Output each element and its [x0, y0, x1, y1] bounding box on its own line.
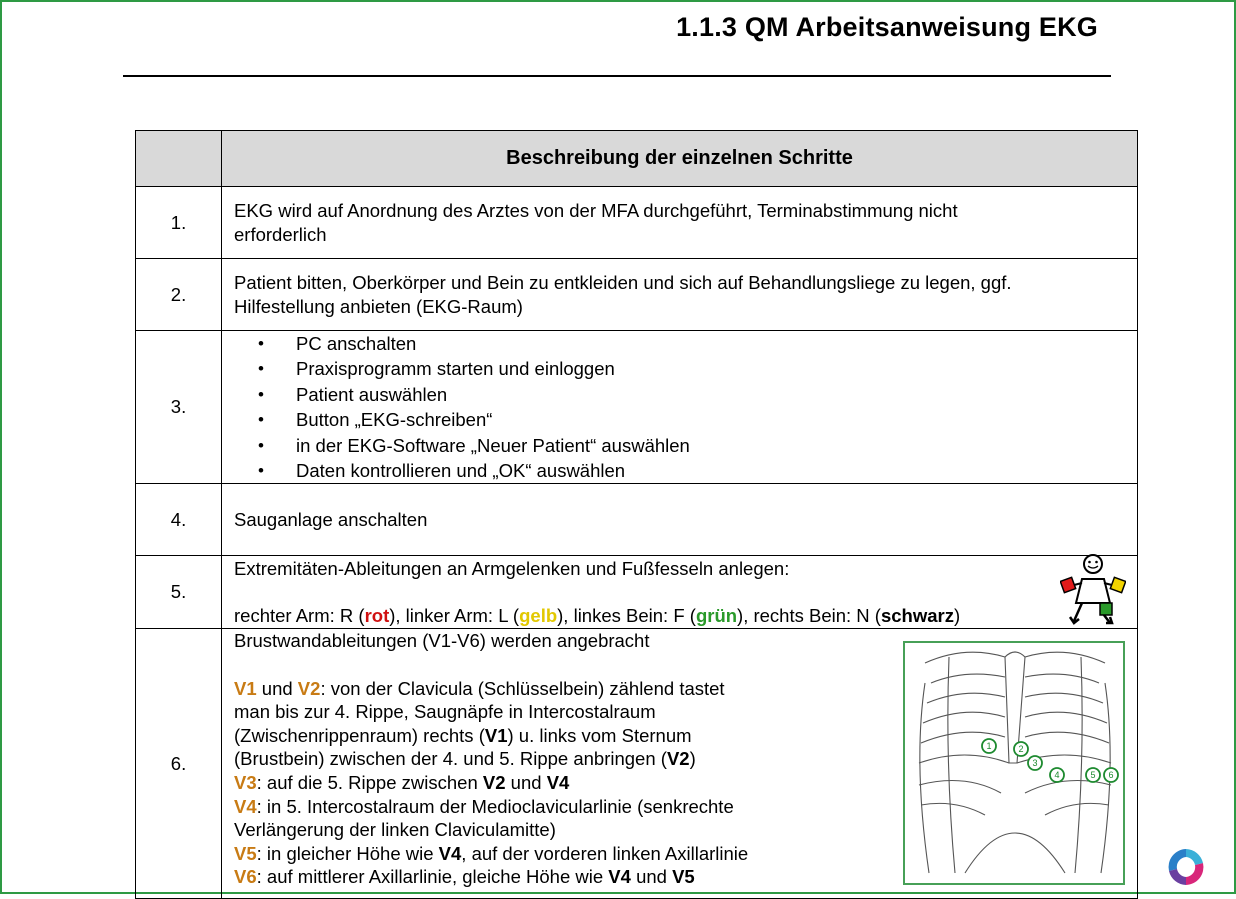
text-span: ) u. links vom Sternum: [507, 724, 692, 746]
list-item: • Praxisprogramm starten und einloggen: [296, 356, 1137, 381]
step-description: [222, 556, 1138, 629]
table-row: [136, 331, 1138, 484]
step-number: 2.: [136, 259, 222, 331]
text-span: : in gleicher Höhe wie: [256, 842, 439, 864]
text-span: und: [256, 677, 298, 699]
step-number: 1.: [136, 187, 222, 259]
text-span: ): [954, 605, 961, 627]
lead-label: V3: [234, 772, 257, 793]
table-row: [136, 187, 1138, 259]
ribcage-illustration: [903, 641, 1125, 885]
lead-label: V4: [608, 866, 631, 888]
step-number: 6.: [136, 629, 222, 899]
color-word-black: schwarz: [880, 605, 954, 627]
list-item: • Button „EKG-schreiben“: [296, 407, 1137, 432]
lead-label: V4: [546, 772, 570, 793]
electrode-marker: 1: [986, 741, 992, 751]
text-span: , auf der vorderen linken Axillarlinie: [461, 842, 749, 864]
text-line: EKG wird auf Anordnung des Arztes von der MFA durchgeführt, Terminabstimmung nicht: [234, 199, 958, 221]
lead-label: V6: [234, 866, 257, 888]
step-description: [222, 187, 1138, 259]
electrode-marker: 5: [1090, 770, 1096, 780]
step-description: [222, 484, 1138, 556]
table-header-row: [136, 131, 1138, 187]
lead-label: V5: [672, 866, 695, 888]
text-line: [234, 771, 854, 795]
list-item: • PC anschalten: [296, 331, 1137, 356]
color-word-red: rot: [364, 605, 390, 627]
text-line: [234, 677, 854, 701]
table-header: Beschreibung der einzelnen Schritte: [222, 131, 1138, 187]
step-description: [222, 331, 1138, 484]
color-word-green: grün: [695, 605, 738, 627]
text-span: ), linker Arm: L (: [389, 605, 520, 627]
lead-label: V4: [438, 842, 462, 864]
list-item: • Daten kontrollieren und „OK“ auswählen: [296, 458, 1137, 483]
list-item: • in der EKG-Software „Neuer Patient“ auswählen: [296, 433, 1137, 458]
text-line: [234, 747, 854, 771]
text-span: : in 5. Intercostalraum der Medioclavicularlinie (senkrechte: [256, 795, 734, 817]
page-title: 1.1.3 QM Arbeitsanweisung EKG: [676, 12, 1098, 42]
color-word-yellow: gelb: [519, 605, 558, 627]
text-span: rechter Arm: R (: [234, 605, 365, 627]
lead-label: V4: [234, 795, 257, 817]
lead-label: V1: [234, 677, 257, 699]
text-span: ), linkes Bein: F (: [557, 605, 696, 627]
text-line: [234, 842, 854, 866]
ribcage-drawing: [905, 643, 1123, 883]
table-row: [136, 556, 1138, 629]
electrode-marker: 3: [1032, 758, 1038, 768]
text-line: Sauganlage anschalten: [234, 508, 428, 530]
text-span: und: [505, 772, 547, 793]
text-line: man bis zur 4. Rippe, Saugnäpfe in Intercostalraum: [234, 701, 656, 723]
text-line: erforderlich: [234, 223, 327, 245]
bullet-list: [222, 331, 1137, 483]
table-row: [136, 259, 1138, 331]
step-number: 4.: [136, 484, 222, 556]
text-line: [234, 795, 854, 819]
text-span: (Brustbein) zwischen der 4. und 5. Rippe anbringen (: [234, 748, 667, 770]
text-line: Verlängerung der linken Claviculamitte): [234, 819, 556, 841]
mascot-electrode-icon: [1060, 553, 1126, 629]
electrode-marker: 6: [1108, 770, 1114, 780]
step-description: [222, 259, 1138, 331]
text-span: : auf mittlerer Axillarlinie, gleiche Höhe wie: [256, 866, 609, 888]
electrode-color-line: [234, 605, 960, 627]
lead-label: V2: [482, 772, 506, 793]
header-empty-cell: [136, 131, 222, 187]
electrode-marker: 4: [1054, 770, 1060, 780]
text-span: und: [630, 866, 673, 888]
text-line: Hilfestellung anbieten (EKG-Raum): [234, 295, 523, 317]
text-span: ): [689, 748, 696, 770]
text-line: [234, 724, 854, 748]
step-number: 3.: [136, 331, 222, 484]
text-line: Patient bitten, Oberkörper und Bein zu entkleiden und sich auf Behandlungsliege zu legen, ggf.: [234, 271, 1012, 293]
text-span: : von der Clavicula (Schlüsselbein) zählend tastet: [320, 677, 725, 699]
text-line: Brustwandableitungen (V1-V6) werden angebracht: [234, 630, 650, 652]
lead-label: V1: [484, 724, 508, 746]
lead-label: V2: [297, 677, 321, 699]
text-span: : auf die 5. Rippe zwischen: [256, 772, 483, 793]
table-row: [136, 484, 1138, 556]
lead-label: V2: [666, 748, 690, 770]
text-span: (Zwischenrippenraum) rechts (: [234, 724, 485, 746]
brand-logo-icon: [1163, 845, 1209, 889]
title-divider: [123, 75, 1111, 77]
lead-label: V5: [234, 842, 257, 864]
text-line: Extremitäten-Ableitungen an Armgelenken und Fußfesseln anlegen:: [234, 558, 790, 580]
text-span: ), rechts Bein: N (: [737, 605, 881, 627]
step-number: 5.: [136, 556, 222, 629]
text-line: [234, 865, 854, 889]
blank-line: [234, 653, 854, 677]
list-item: • Patient auswählen: [296, 382, 1137, 407]
electrode-marker: 2: [1018, 744, 1024, 754]
chest-lead-instructions: [234, 629, 854, 889]
